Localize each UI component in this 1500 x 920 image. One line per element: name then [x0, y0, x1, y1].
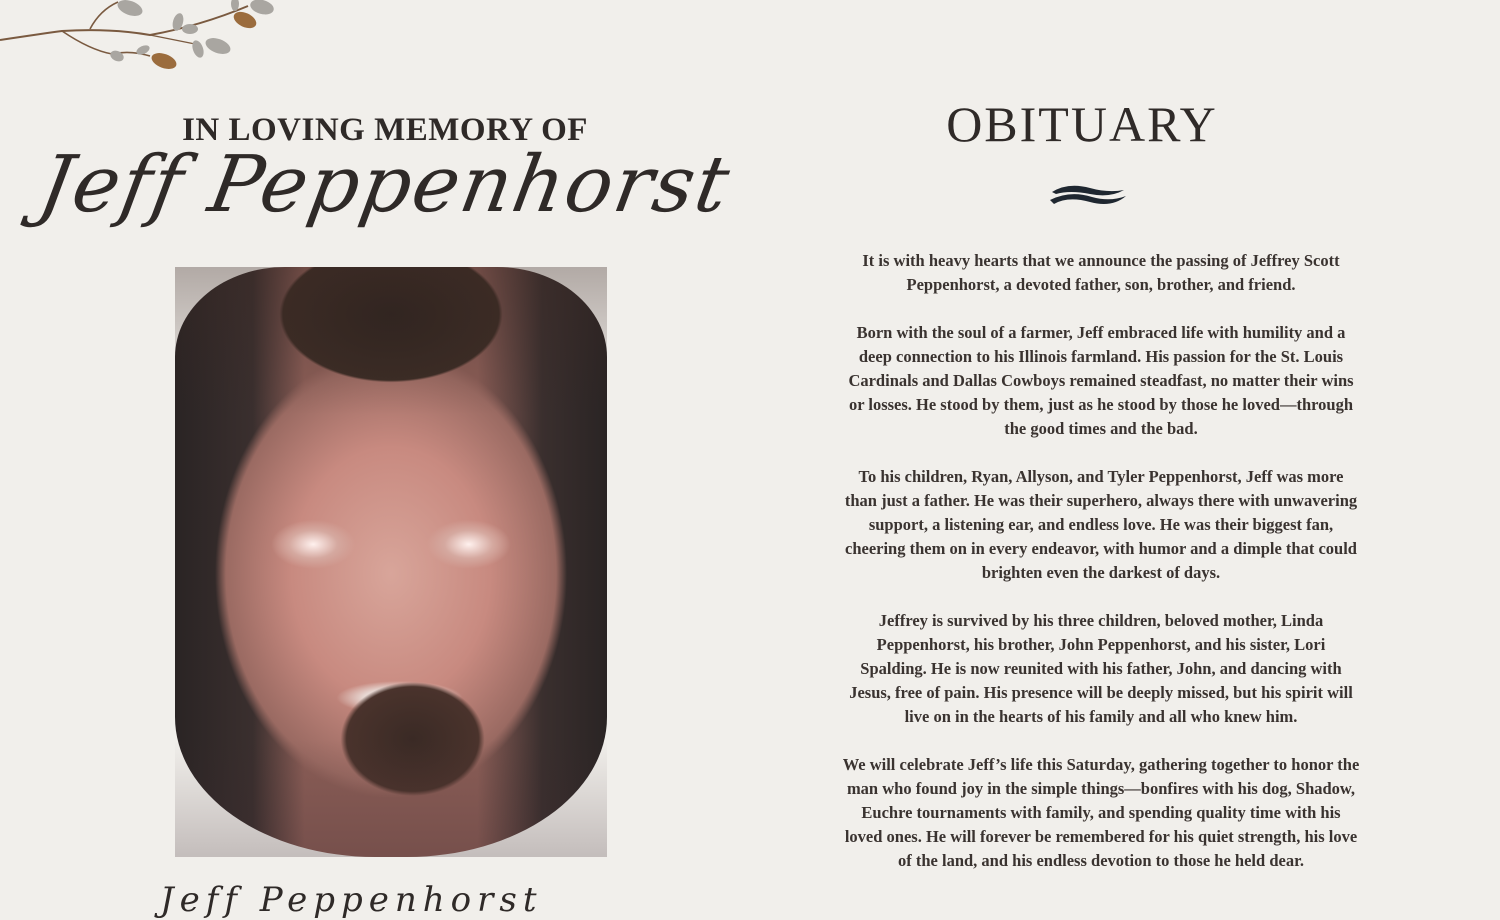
obituary-paragraph: We will celebrate Jeff’s life this Saturday, gathering together to honor the man who found joy in the simple things—bonfires with his dog, Shadow, Euchre tournaments with family, and spending quality time with his loved ones. He will forever be remembered for his quiet strength, his love of the land, and his endless devotion to those he held dear.: [842, 755, 1360, 870]
obituary-paragraph: To his children, Ryan, Allyson, and Tyler Peppenhorst, Jeff was more than just a father. He was their superhero, always there with unwavering support, a listening ear, and endless love. He was their biggest fan, cheering them on in every endeavor, with humor and a dimple that could brighten even the darkest of days.: [844, 467, 1358, 582]
obituary-paragraph: Born with the soul of a farmer, Jeff embraced life with humility and a deep connection to his Illinois farmland. His passion for the St. Louis Cardinals and Dallas Cowboys remained steadfast, no matter their wins or losses. He stood by them, just as he stood by those he loved—through the good times and the bad.: [848, 323, 1354, 438]
obituary-panel: [830, 0, 1370, 899]
portrait-photo: [175, 267, 607, 857]
obituary-paragraph: Jeffrey is survived by his three children, beloved mother, Linda Peppenhorst, his brother, John Peppenhorst, and his sister, Lori Spalding. He is now reunited with his father, John, and dancing with Jesus, free of pain. His presence will be deeply missed, but his spirit will live on in the hearts of his family and all who knew him.: [849, 611, 1353, 726]
obituary-body: [842, 249, 1360, 897]
obituary-paragraph: It is with heavy hearts that we announce the passing of Jeffrey Scott Peppenhorst, a devoted father, son, brother, and friend.: [862, 251, 1340, 294]
wave-flourish-icon: [1048, 180, 1128, 210]
bottom-script-text: Jeff Peppenhorst: [160, 880, 543, 920]
photo-shading: [175, 267, 607, 857]
deceased-name: Jeff Peppenhorst: [32, 140, 738, 230]
memory-heading: IN LOVING MEMORY OF: [182, 112, 588, 148]
obituary-title: OBITUARY: [946, 96, 1218, 152]
